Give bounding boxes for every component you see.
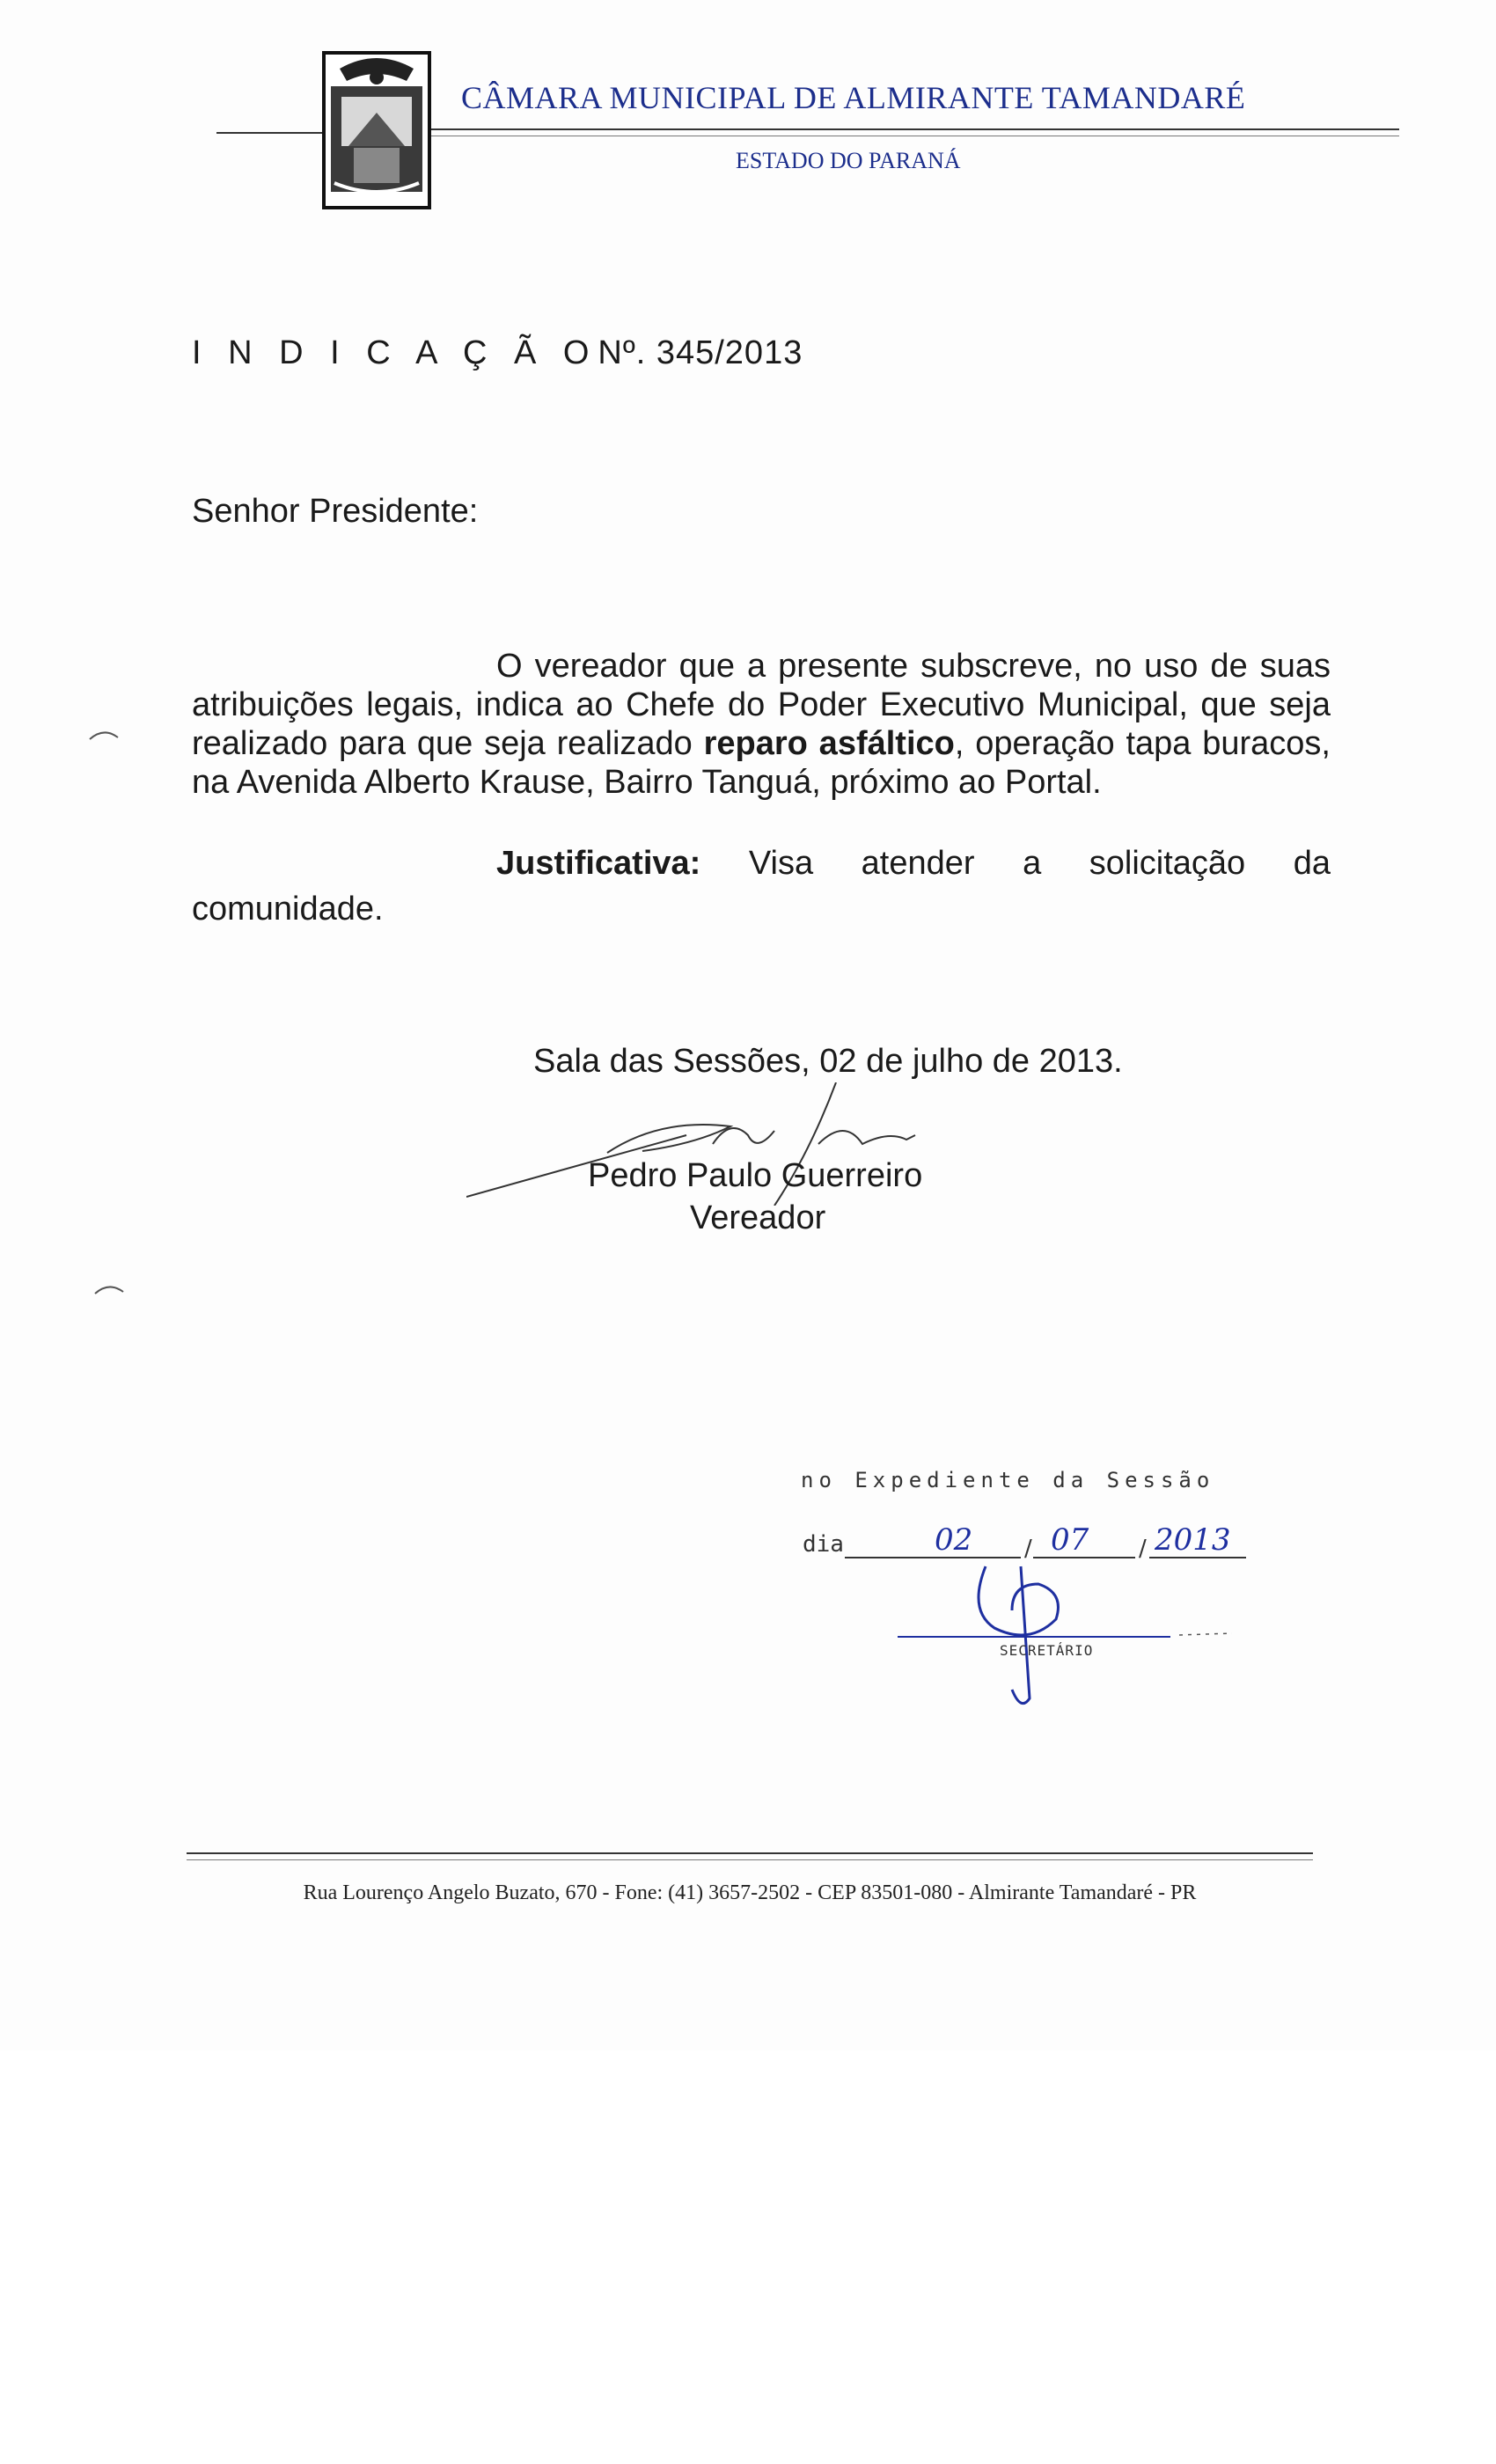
stamp-year-value: 2013 xyxy=(1155,1522,1231,1558)
header-rule-left xyxy=(216,132,322,134)
stamp-day-value: 02 xyxy=(935,1522,973,1558)
justification-paragraph xyxy=(192,840,1331,932)
signatory-role: Vereador xyxy=(690,1199,826,1236)
document-number xyxy=(192,334,803,372)
secretary-signature xyxy=(880,1558,1250,1707)
body-text-part2: , operação tapa buracos, na Avenida Alberto Krause, Bairro Tanguá, próximo ao Portal. xyxy=(192,725,1331,801)
stamp-secretary-role: SECRETÁRIO xyxy=(1000,1642,1094,1659)
header-rule-top xyxy=(431,128,1399,130)
body-text-part1: O vereador que a presente subscreve, no uso de suas atribuições legais, indica ao Chefe do Poder Executivo Municipal, que seja realizado para que seja realizado xyxy=(192,648,1331,762)
document-number-value: Nº. 345/2013 xyxy=(598,334,803,371)
document-type-label: I N D I C A Ç Ã O xyxy=(192,334,598,371)
svg-text:/: / xyxy=(1139,1536,1147,1562)
place-and-date: Sala das Sessões, 02 de julho de 2013. xyxy=(533,1043,1123,1080)
municipal-crest-logo xyxy=(322,51,431,209)
footer-address: Rua Lourenço Angelo Buzato, 670 - Fone: (41) 3657-2502 - CEP 83501-080 - Almirante Tamandaré - PR xyxy=(303,1881,1197,1904)
state-name: ESTADO DO PARANÁ xyxy=(736,148,961,173)
chamber-name: CÂMARA MUNICIPAL DE ALMIRANTE TAMANDARÉ xyxy=(461,80,1246,115)
scan-mark xyxy=(93,1276,128,1302)
svg-text:/: / xyxy=(1024,1536,1032,1562)
salutation: Senhor Presidente: xyxy=(192,493,479,530)
stamp-day-label: dia xyxy=(803,1531,844,1558)
justification-label: Justificativa: xyxy=(496,845,701,882)
justification-text: Visa atender a solicitação da comunidade. xyxy=(192,845,1331,928)
body-text-bold: reparo asfáltico xyxy=(703,725,955,762)
stamp-month-value: 07 xyxy=(1051,1522,1089,1558)
scan-mark xyxy=(88,722,123,748)
signatory-name: Pedro Paulo Guerreiro xyxy=(588,1157,923,1194)
stamp-session-text: no Expediente da Sessão xyxy=(801,1468,1215,1492)
footer-rule-bottom xyxy=(187,1859,1313,1860)
indication-body xyxy=(192,647,1331,802)
footer-rule-top xyxy=(187,1852,1313,1854)
